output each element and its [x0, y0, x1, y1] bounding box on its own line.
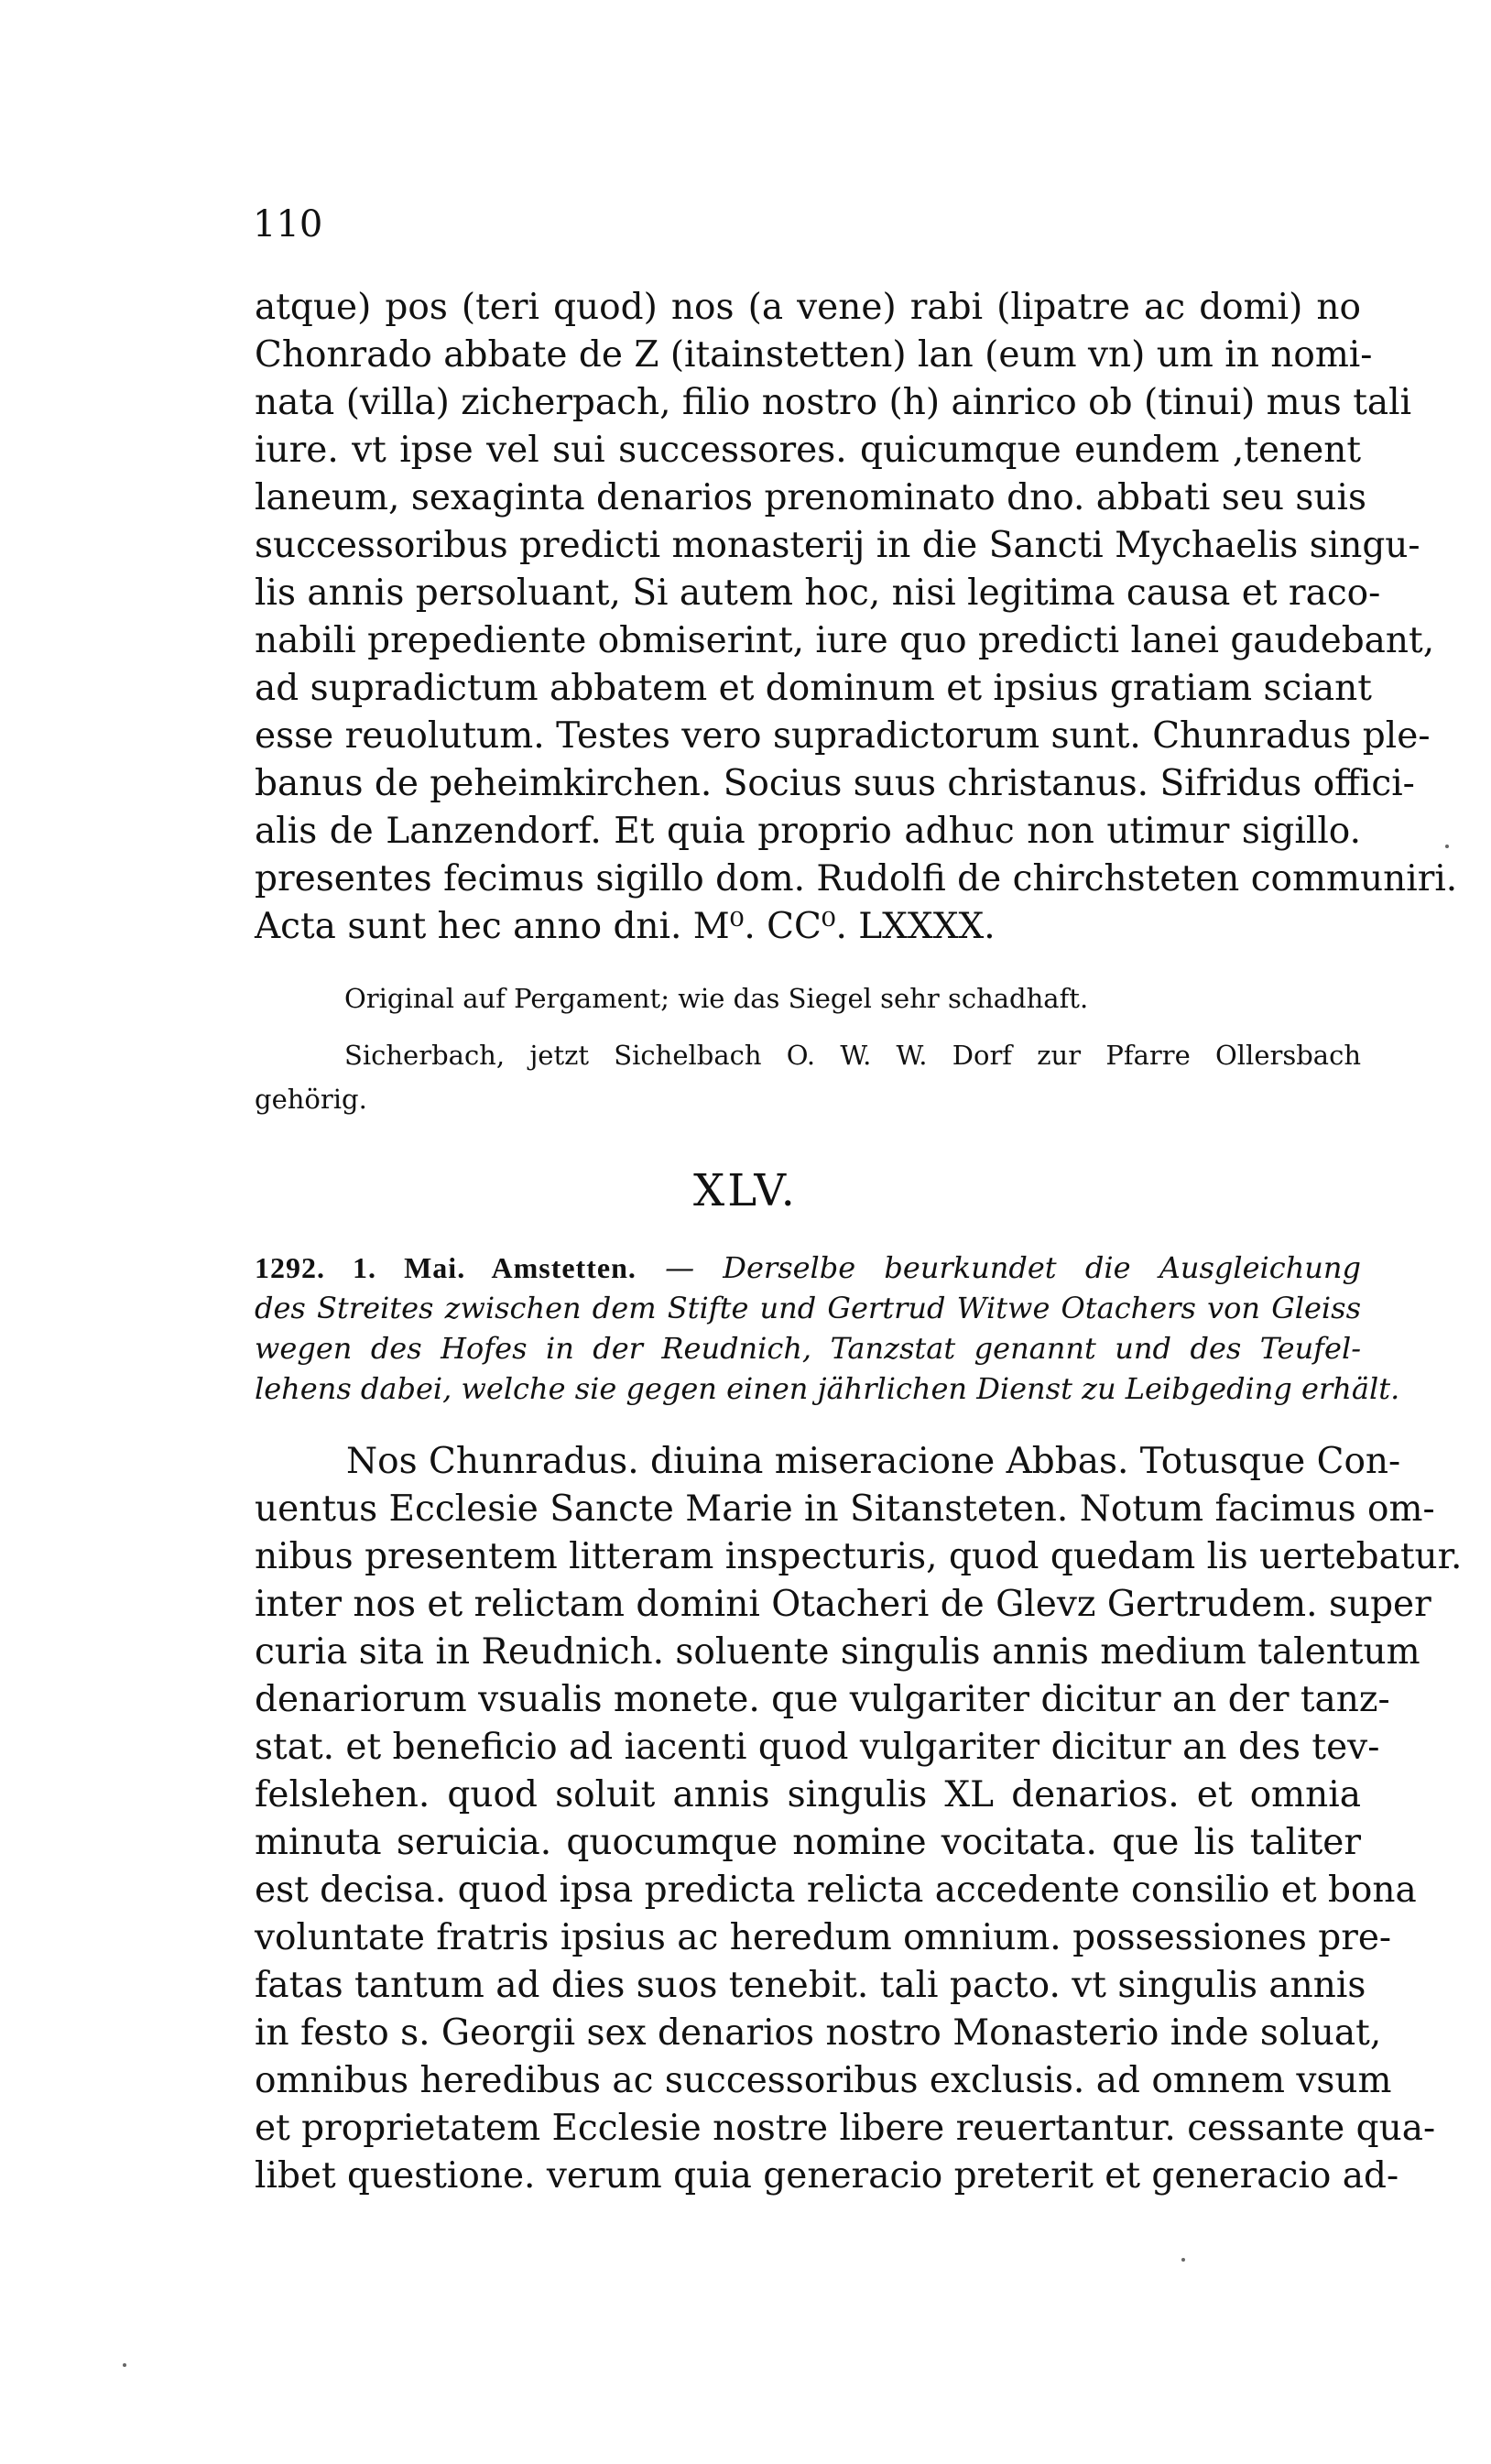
text-line: iure. vt ipse vel sui successores. quicumque eundem ,tenent	[255, 430, 1361, 471]
text-line: ad supradictum abbatem et dominum et ipsius gratiam sciant	[255, 668, 1372, 709]
text-line: stat. et beneficio ad iacenti quod vulgariter dicitur an des tev-	[255, 1727, 1380, 1768]
text-line: nibus presentem litteram inspecturis, quod quedam lis uertebatur.	[255, 1536, 1463, 1577]
text-line: nabili prepediente obmiserint, iure quo predicti lanei gaudebant,	[255, 620, 1435, 661]
heading-line: lehens dabei, welche sie gegen einen jährlichen Dienst zu Leibgeding erhält.	[255, 1371, 1400, 1406]
heading-line: des Streites zwischen dem Stifte und Gertrud Witwe Otachers von Gleiss	[255, 1291, 1361, 1325]
text-line: uentus Ecclesie Sancte Marie in Sitansteten. Notum facimus om-	[255, 1488, 1435, 1530]
text-line: nata (villa) zicherpach, filio nostro (h) ainrico ob (tinui) mus tali	[255, 382, 1412, 423]
text-line: felslehen. quod soluit annis singulis XL denarios. et omnia	[255, 1774, 1361, 1815]
text-line: libet questione. verum quia generacio preterit et generacio ad-	[255, 2155, 1399, 2197]
text-line: Nos Chunradus. diuina miseracione Abbas. Totusque Con-	[346, 1441, 1401, 1482]
date-place: 1292. 1. Mai. Amstetten.	[255, 1251, 637, 1284]
text-line: minuta seruicia. quocumque nomine vocitata. que lis taliter	[255, 1822, 1361, 1863]
text-line: alis de Lanzendorf. Et quia proprio adhuc non utimur sigillo.	[255, 811, 1361, 852]
note-line: gehörig.	[255, 1084, 367, 1115]
scan-speck	[1181, 2258, 1185, 2262]
text-line: esse reuolutum. Testes vero supradictorum sunt. Chunradus ple-	[255, 715, 1431, 757]
text-line: Acta sunt hec anno dni. M⁰. CC⁰. LXXXX.	[255, 906, 996, 947]
text-line: presentes fecimus sigillo dom. Rudolfi de chirchsteten communiri.	[255, 858, 1458, 899]
text-line: in festo s. Georgii sex denarios nostro Monasterio inde soluat,	[255, 2012, 1382, 2054]
text-line: denariorum vsualis monete. que vulgariter dicitur an der tanz-	[255, 1679, 1390, 1720]
page-number: 110	[253, 203, 323, 245]
scan-speck	[123, 2363, 126, 2367]
heading-line	[255, 1248, 1361, 1288]
text-line: fatas tantum ad dies suos tenebit. tali pacto. vt singulis annis	[255, 1965, 1366, 2006]
text-line: atque) pos (teri quod) nos (a vene) rabi (lipatre ac domi) no	[255, 287, 1361, 328]
section-number: XLV.	[693, 1165, 798, 1216]
text-line: lis annis persoluant, Si autem hoc, nisi legitima causa et raco-	[255, 572, 1381, 614]
note-line: Sicherbach, jetzt Sichelbach O. W. W. Dorf zur Pfarre Ollersbach	[344, 1040, 1361, 1071]
summary-line: — Derselbe beurkundet die Ausgleichung	[665, 1250, 1361, 1285]
text-line: et proprietatem Ecclesie nostre libere reuertantur. cessante qua-	[255, 2108, 1436, 2149]
heading-line: wegen des Hofes in der Reudnich, Tanzstat genannt und des Teufel-	[255, 1331, 1361, 1366]
note-line: Original auf Pergament; wie das Siegel sehr schadhaft.	[344, 983, 1089, 1014]
text-line: est decisa. quod ipsa predicta relicta accedente consilio et bona	[255, 1870, 1417, 1911]
text-line: banus de peheimkirchen. Socius suus christanus. Sifridus offici-	[255, 763, 1415, 804]
text-line: omnibus heredibus ac successoribus exclusis. ad omnem vsum	[255, 2060, 1392, 2101]
text-line: Chonrado abbate de Z (itainstetten) lan (eum vn) um in nomi-	[255, 334, 1373, 376]
text-line: curia sita in Reudnich. soluente singulis annis medium talentum	[255, 1631, 1420, 1673]
scan-speck	[1445, 845, 1449, 848]
text-line: voluntate fratris ipsius ac heredum omnium. possessiones pre-	[255, 1917, 1392, 1958]
text-line: inter nos et relictam domini Otacheri de Glevz Gertrudem. super	[255, 1584, 1431, 1625]
text-line: successoribus predicti monasterij in die Sancti Mychaelis singu-	[255, 525, 1420, 566]
text-line: laneum, sexaginta denarios prenominato dno. abbati seu suis	[255, 477, 1366, 518]
